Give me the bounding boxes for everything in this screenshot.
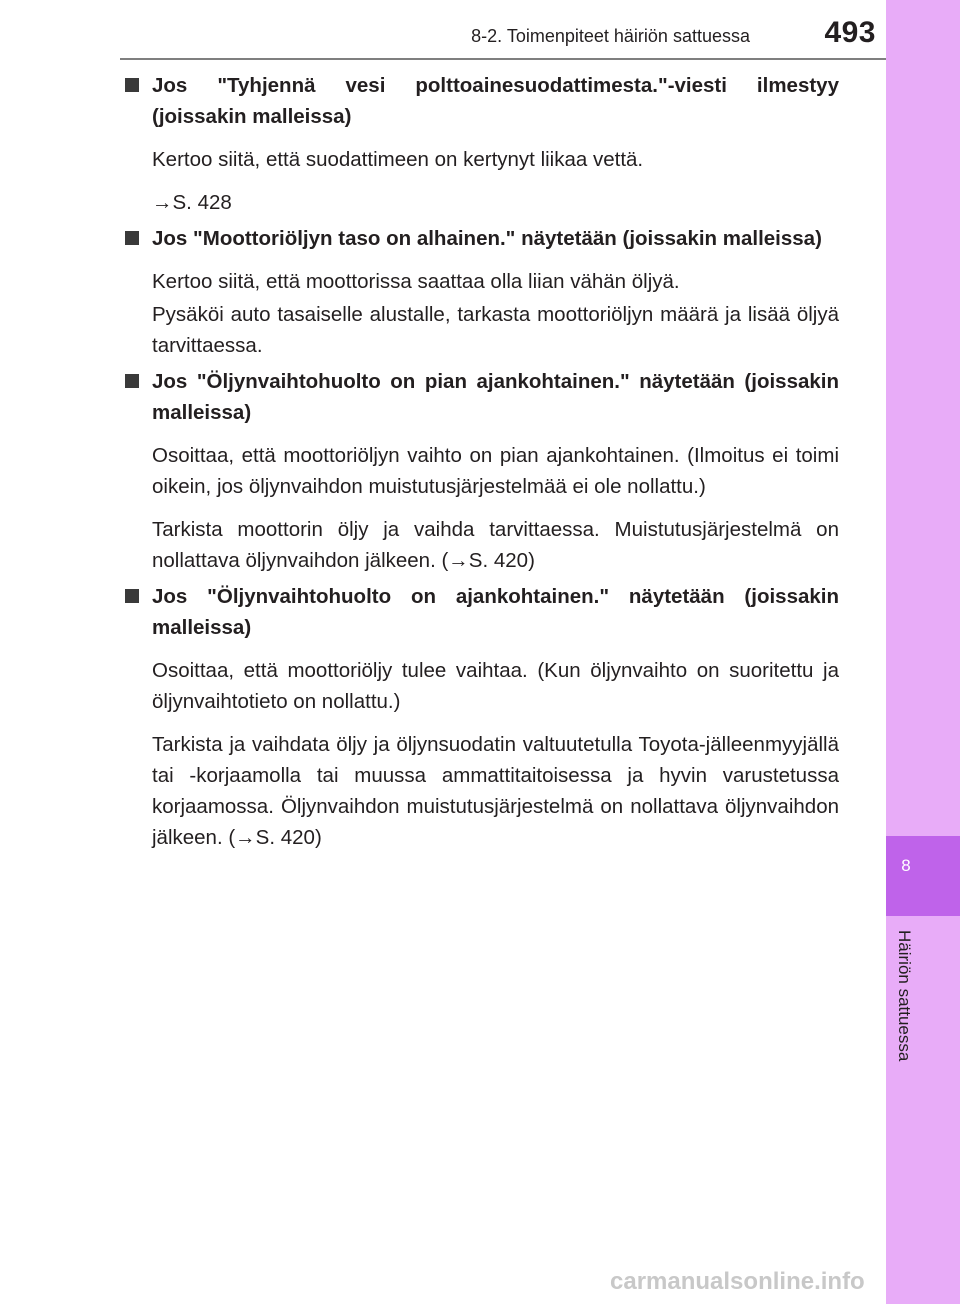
square-bullet-icon xyxy=(125,231,139,245)
square-bullet-icon xyxy=(125,589,139,603)
item-paragraph: Osoittaa, että moottoriöljy tulee vaihtaa. (Kun öljynvaihto on suoritettu ja öljynvaihtotieto on nollattu.) xyxy=(152,659,839,713)
chapter-tab-highlight xyxy=(886,836,960,916)
main-content xyxy=(123,70,839,858)
item-heading-text: Jos "Öljynvaihtohuolto on ajankohtainen." näytetään (joissakin malleissa) xyxy=(152,585,839,639)
page-reference: →S. 428 xyxy=(152,191,232,214)
square-bullet-icon xyxy=(125,374,139,388)
item-paragraph: Osoittaa, että moottoriöljyn vaihto on pian ajankohtainen. (Ilmoitus ei toimi oikein, jos öljynvaihdon muistutusjärjestelmää ei ole nollattu.) xyxy=(152,444,839,498)
warning-item xyxy=(123,223,839,361)
item-heading-text: Jos "Öljynvaihtohuolto on pian ajankohtainen." näytetään (joissakin malleissa) xyxy=(152,370,839,424)
item-paragraph: Tarkista moottorin öljy ja vaihda tarvittaessa. Muistutusjärjestelmä on nollattava öljynvaihdon jälkeen. (→S. 420) xyxy=(152,518,839,572)
chapter-number: 8 xyxy=(901,856,911,875)
item-heading-text: Jos "Moottoriöljyn taso on alhainen." näytetään (joissakin malleissa) xyxy=(152,227,822,250)
item-heading-text: Jos "Tyhjennä vesi polttoainesuodattimesta."-viesti ilmestyy (joissakin malleissa) xyxy=(152,74,839,128)
item-heading xyxy=(123,223,839,254)
item-paragraph: Tarkista ja vaihdata öljy ja öljynsuodatin valtuutetulla Toyota-jälleenmyyjällä tai -korjaamolla tai muussa ammattitaitoisessa ja hyvin varustetussa korjaamossa. Öljynvaihdon muistutusjärjestelmä on nollattava öljynvaihdon jälkeen. (→S. 420) xyxy=(152,733,839,849)
item-heading xyxy=(123,70,839,132)
section-title: 8-2. Toimenpiteet häiriön sattuessa xyxy=(471,26,750,46)
header-divider xyxy=(120,58,886,60)
warning-item xyxy=(123,581,839,853)
warning-item xyxy=(123,70,839,218)
item-paragraph: Kertoo siitä, että suodattimeen on kertynyt liikaa vettä. xyxy=(152,148,644,171)
item-heading xyxy=(123,366,839,428)
item-heading xyxy=(123,581,839,643)
site-watermark: carmanualsonline.info xyxy=(610,1268,865,1295)
warning-item xyxy=(123,366,839,576)
chapter-side-tab xyxy=(886,0,960,1304)
chapter-label: Häiriön sattuessa xyxy=(895,930,914,1062)
page-header xyxy=(0,0,886,58)
item-paragraph: Kertoo siitä, että moottorissa saattaa olla liian vähän öljyä. xyxy=(152,270,680,293)
square-bullet-icon xyxy=(125,78,139,92)
page-number: 493 xyxy=(824,16,876,49)
item-paragraph: Pysäköi auto tasaiselle alustalle, tarkasta moottoriöljyn määrä ja lisää öljyä tarvittaessa. xyxy=(152,303,839,357)
chapter-label-wrap xyxy=(886,930,926,1090)
